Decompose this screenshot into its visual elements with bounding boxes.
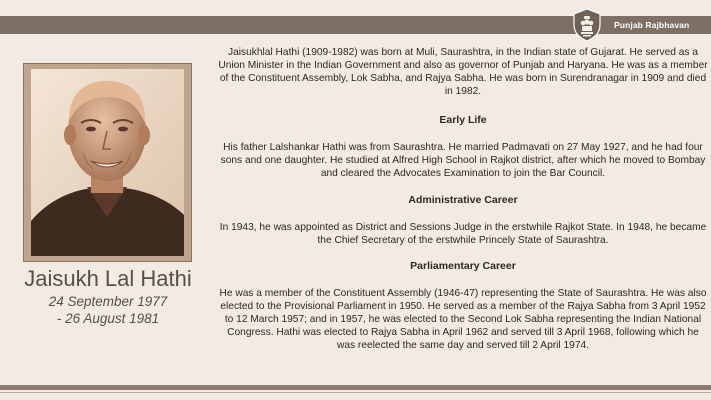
intro-paragraph: Jaisukhlal Hathi (1909-1982) was born at Muli, Saurashtra, in the Indian state of Gujarat. He served as a Union Minister in the Indian Government and also as governor of Punjab and Haryana. He was as a member of the Constituent Assembly, Lok Sabha, and Rajya Sabha. He was born in Surendranagar in 1909 and died in 1982. bbox=[218, 47, 708, 97]
early-life-paragraph: His father Lalshankar Hathi was from Saurashtra. He married Padmavati on 27 May 1927, and he had four sons and one daughter. He studied at Alfred High School in Rajkot district, after which he moved to Bombay and cleared the Advocates Examination to join the Bar Council. bbox=[220, 142, 706, 179]
state-emblem-icon bbox=[572, 8, 602, 42]
administrative-career-paragraph: In 1943, he was appointed as District and Sessions Judge in the erstwhile Rajkot State. In 1948, he became the Chief Secretary of the erstwhile Princely State of Saurashtra. bbox=[219, 222, 707, 246]
heading-early-life: Early Life bbox=[439, 114, 487, 126]
portrait-frame bbox=[23, 63, 192, 262]
heading-administrative-career: Administrative Career bbox=[408, 194, 518, 206]
footer-bar bbox=[0, 385, 711, 390]
header-bar bbox=[0, 16, 711, 34]
person-name: Jaisukh Lal Hathi bbox=[24, 266, 192, 291]
tenure-dates bbox=[12, 293, 204, 327]
portrait-photo bbox=[31, 69, 184, 256]
tenure-end: - 26 August 1981 bbox=[56, 311, 160, 326]
footer-line bbox=[0, 392, 711, 393]
heading-parliamentary-career: Parliamentary Career bbox=[410, 260, 516, 272]
parliamentary-career-paragraph: He was a member of the Constituent Assembly (1946-47) representing the State of Saurashtra. He was also elected to the Provisional Parliament in 1950. He served as a member of the Rajya Sabha from 3 April 1952 to 12 March 1957; and in 1957, he was elected to the Second Lok Sabha representing the Indian National Congress. Hathi was elected to Rajya Sabha in April 1962 and served till 3 April 1968, following which he was reelected the same day and served till 2 April 1974. bbox=[219, 288, 707, 351]
brand-name: Punjab Rajbhavan bbox=[614, 20, 690, 30]
tenure-start: 24 September 1977 bbox=[48, 294, 168, 309]
biography bbox=[218, 46, 708, 352]
